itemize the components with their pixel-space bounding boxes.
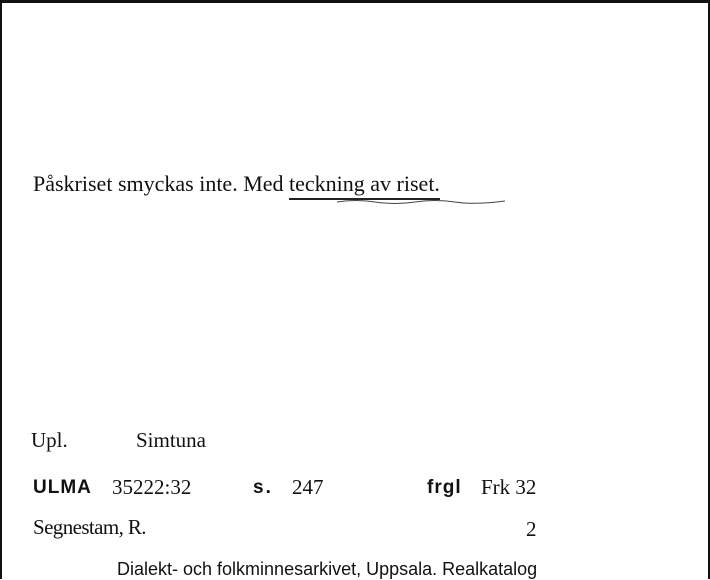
page-label: s.: [253, 477, 273, 498]
description-text: [33, 171, 440, 197]
province: Upl.: [31, 428, 68, 452]
description-underlined: teckning av riset.: [289, 171, 440, 200]
archive-label: ULMA: [33, 477, 92, 498]
copy-number: 2: [526, 517, 537, 541]
parish: Simtuna: [136, 428, 207, 452]
footer-institution: Dialekt- och folkminnesarkivet, Uppsala. Realkatalog: [117, 559, 538, 579]
informant: Segnestam, R.: [33, 515, 146, 539]
archive-number: 35222:32: [112, 475, 192, 499]
page-number: 247: [292, 475, 324, 499]
handwritten-underline: [335, 198, 515, 206]
question-label: frgl: [427, 477, 462, 498]
description-plain: Påskriset smyckas inte. Med: [33, 171, 284, 196]
question-value: Frk 32: [481, 475, 537, 499]
